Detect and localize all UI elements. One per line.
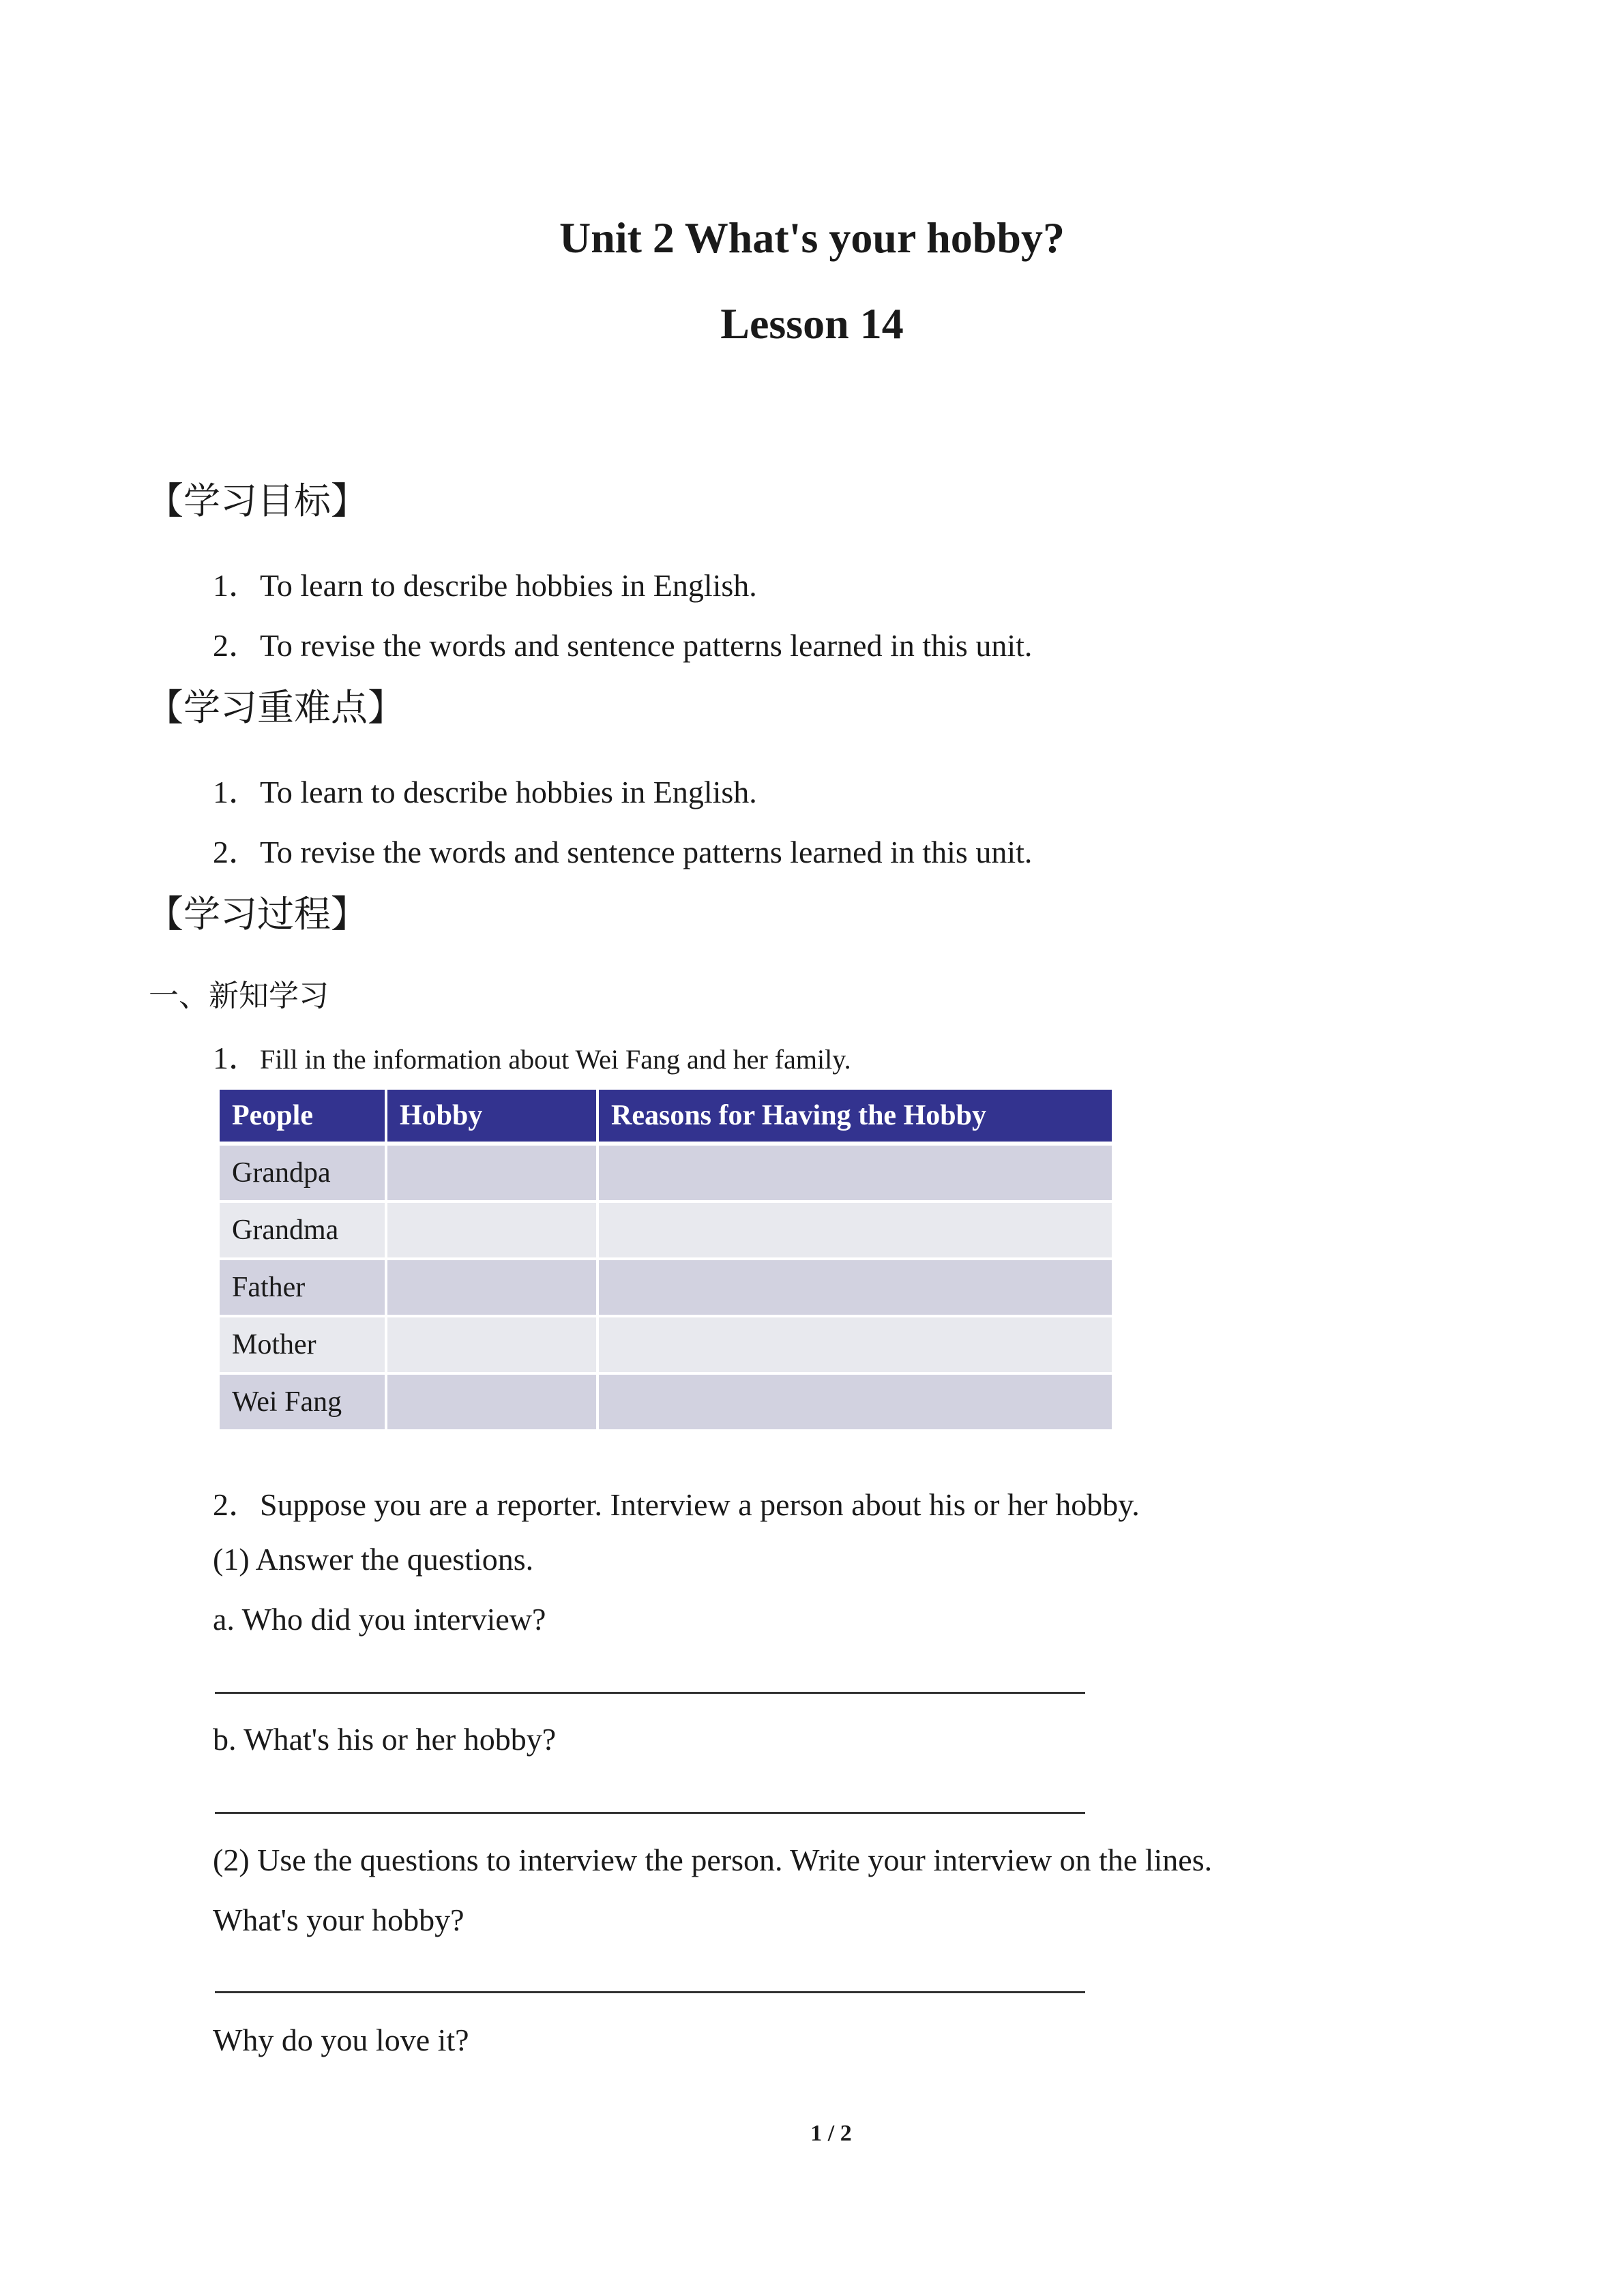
table-header-row	[218, 1088, 1113, 1144]
info-table	[217, 1087, 1114, 1432]
reason-cell[interactable]	[597, 1316, 1113, 1373]
answer-line-b[interactable]	[215, 1812, 1085, 1814]
reason-cell[interactable]	[597, 1259, 1113, 1316]
table-row	[218, 1144, 1113, 1202]
person-cell: Grandpa	[218, 1144, 386, 1202]
lesson-title: Lesson 14	[720, 299, 904, 348]
question-a: a. Who did you interview?	[213, 1602, 546, 1637]
section-heading-process: 【学习过程】	[147, 893, 368, 936]
hobby-cell[interactable]	[386, 1373, 597, 1431]
task-1	[213, 1033, 851, 1078]
reason-cell[interactable]	[597, 1144, 1113, 1202]
objective-item-2: 2．To revise the words and sentence patterns learned in this unit.	[213, 628, 1033, 663]
hobby-cell[interactable]	[386, 1259, 597, 1316]
objective-item-1: 1．To learn to describe hobbies in English.	[213, 568, 757, 603]
task-1-number: 1．	[213, 1041, 260, 1075]
reason-cell[interactable]	[597, 1373, 1113, 1431]
header-reasons: Reasons for Having the Hobby	[597, 1088, 1113, 1144]
header-people: People	[218, 1088, 386, 1144]
table-row	[218, 1316, 1113, 1373]
document-title: Unit 2 What's your hobby?	[559, 213, 1065, 262]
person-cell: Wei Fang	[218, 1373, 386, 1431]
question-why: Why do you love it?	[213, 2023, 469, 2057]
sub-task-2: (2) Use the questions to interview the person. Write your interview on the lines.	[213, 1843, 1213, 1877]
task-2: 2．Suppose you are a reporter. Interview a person about his or her hobby.	[213, 1487, 1140, 1522]
reason-cell[interactable]	[597, 1202, 1113, 1259]
person-cell: Mother	[218, 1316, 386, 1373]
section-heading-key-points: 【学习重难点】	[147, 686, 404, 729]
hobby-cell[interactable]	[386, 1202, 597, 1259]
key-point-item-1: 1．To learn to describe hobbies in English.	[213, 775, 757, 809]
task-1-text: Fill in the information about Wei Fang and her family.	[260, 1044, 851, 1075]
person-cell: Father	[218, 1259, 386, 1316]
answer-line-a[interactable]	[215, 1692, 1085, 1694]
table-row	[218, 1202, 1113, 1259]
table-row	[218, 1259, 1113, 1316]
page-number: 1 / 2	[810, 2121, 852, 2146]
person-cell: Grandma	[218, 1202, 386, 1259]
question-b: b. What's his or her hobby?	[213, 1722, 557, 1757]
hobby-cell[interactable]	[386, 1316, 597, 1373]
table-row	[218, 1373, 1113, 1431]
header-hobby: Hobby	[386, 1088, 597, 1144]
answer-line-hobby[interactable]	[215, 1991, 1085, 1993]
section-heading-objectives: 【学习目标】	[147, 479, 368, 522]
part-heading-new-knowledge: 一、新知学习	[149, 979, 329, 1013]
sub-task-1: (1) Answer the questions.	[213, 1542, 534, 1577]
question-hobby: What's your hobby?	[213, 1903, 464, 1937]
key-point-item-2: 2．To revise the words and sentence patterns learned in this unit.	[213, 835, 1033, 869]
hobby-cell[interactable]	[386, 1144, 597, 1202]
